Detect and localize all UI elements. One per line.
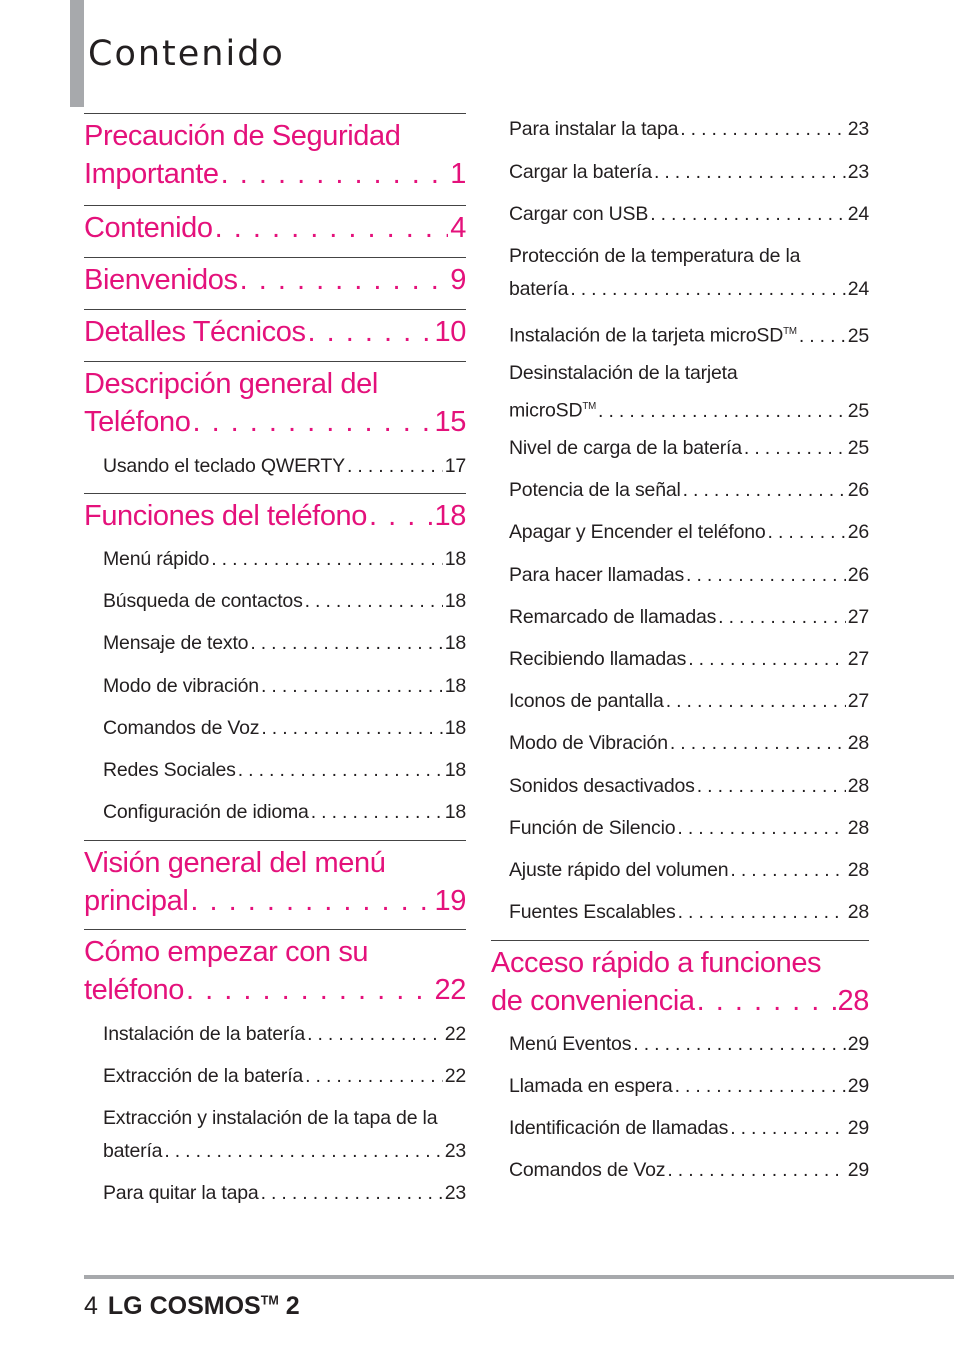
- toc-page-number: 28: [847, 817, 869, 839]
- toc-entry-title-line: Protección de la temperatura de la: [509, 245, 801, 267]
- toc-page-number: 9: [450, 264, 466, 296]
- toc-subsection-entry[interactable]: [491, 474, 869, 507]
- toc-section-entry[interactable]: [84, 205, 466, 247]
- toc-entry-title: [509, 1112, 728, 1145]
- toc-page-number: 18: [444, 801, 466, 823]
- toc-entry-title-text: Iconos de pantalla: [509, 690, 664, 712]
- toc-entry-title: [103, 585, 303, 618]
- toc-page-number: 28: [847, 901, 869, 923]
- toc-entry-title: [509, 601, 716, 634]
- toc-page-number: 25: [847, 399, 869, 422]
- dot-leader: [261, 712, 442, 745]
- toc-page-number: 27: [847, 648, 869, 670]
- toc-page-number: 26: [847, 521, 869, 543]
- toc-page-number: 25: [847, 437, 869, 459]
- toc-subsection-entry[interactable]: [491, 1154, 869, 1187]
- toc-entry-title: [509, 315, 797, 353]
- toc-subsection-entry[interactable]: [84, 670, 466, 703]
- toc-entry-title-line: Visión general del menú: [84, 847, 386, 879]
- toc-entry-title: [491, 982, 695, 1020]
- dot-leader: [799, 320, 846, 353]
- toc-entry-title-text: Ajuste rápido del volumen: [509, 859, 729, 881]
- toc-entry-title-text: Usando el teclado QWERTY: [103, 455, 345, 477]
- toc-entry-row: [509, 273, 869, 306]
- toc-entry-row: [509, 474, 869, 507]
- toc-entry-title-text: Contenido: [84, 212, 213, 244]
- dot-leader: [261, 1177, 443, 1210]
- toc-entry-title: [509, 896, 676, 929]
- toc-page-number: 29: [847, 1117, 869, 1139]
- toc-page-number: 19: [434, 885, 466, 917]
- dot-leader: [215, 209, 449, 247]
- dot-leader: [307, 1018, 443, 1051]
- toc-subsection-entry[interactable]: [84, 450, 466, 483]
- toc-page-number: 29: [847, 1033, 869, 1055]
- toc-page-number: 22: [444, 1065, 466, 1087]
- toc-subsection-entry[interactable]: [491, 643, 869, 676]
- toc-entry-row: [103, 1060, 466, 1093]
- toc-entry-title: [509, 727, 668, 760]
- toc-entry-row: [509, 854, 869, 887]
- toc-entry-title-text: Mensaje de texto: [103, 632, 249, 654]
- dot-leader: [238, 754, 443, 787]
- toc-entry-title-line: Descripción general del: [84, 368, 378, 400]
- toc-entry-title: [103, 670, 259, 703]
- toc-subsection-entry[interactable]: [84, 1060, 466, 1093]
- header-accent-bar: [70, 0, 84, 107]
- dot-leader: [666, 685, 846, 718]
- toc-section-entry[interactable]: [84, 840, 466, 920]
- toc-subsection-entry[interactable]: [491, 198, 869, 231]
- dot-leader: [688, 643, 845, 676]
- dot-leader: [678, 896, 846, 929]
- toc-page-number: 26: [847, 564, 869, 586]
- toc-entry-title-text: Sonidos desactivados: [509, 775, 695, 797]
- toc-entry-title-text: teléfono: [84, 974, 184, 1006]
- toc-entry-title-line: Cómo empezar con su: [84, 936, 369, 968]
- toc-entry-row: [103, 796, 466, 829]
- toc-entry-row: [84, 261, 466, 299]
- toc-page-number: 22: [444, 1023, 466, 1045]
- toc-page-number: 10: [434, 316, 466, 348]
- toc-entry-title-text: Bienvenidos: [84, 264, 238, 296]
- toc-entry-row: [509, 1028, 869, 1061]
- dot-leader: [670, 727, 846, 760]
- toc-subsection-entry[interactable]: [84, 627, 466, 660]
- toc-entry-title-line: Precaución de Seguridad: [84, 120, 401, 152]
- toc-entry-title: [84, 313, 306, 351]
- toc-page-number: 23: [444, 1182, 466, 1204]
- toc-subsection-entry[interactable]: [84, 543, 466, 576]
- toc-entry-title: [84, 882, 188, 920]
- trademark-symbol: TM: [783, 326, 797, 337]
- toc-entry-row: [509, 315, 869, 353]
- dot-leader: [311, 796, 443, 829]
- toc-entry-row: [103, 450, 466, 483]
- toc-entry-title-text: Remarcado de llamadas: [509, 606, 717, 628]
- toc-page-number: 18: [444, 759, 466, 781]
- toc-entry-row: [509, 1154, 869, 1187]
- dot-leader: [570, 273, 845, 306]
- dot-leader: [697, 770, 846, 803]
- toc-entry-title: [509, 854, 728, 887]
- toc-entry-title: [84, 261, 238, 299]
- toc-entry-title: [509, 1154, 665, 1187]
- toc-entry-title: [509, 1028, 631, 1061]
- toc-page-number: 24: [847, 278, 869, 300]
- toc-entry-row: [509, 1112, 869, 1145]
- toc-entry-title-text: Extracción de la batería: [103, 1065, 304, 1087]
- toc-page-number: 18: [444, 632, 466, 654]
- toc-subsection-entry[interactable]: [491, 113, 869, 146]
- page-footer: [84, 1292, 300, 1321]
- toc-section-entry[interactable]: [84, 309, 466, 351]
- toc-entry-row: [509, 685, 869, 718]
- toc-entry-title: [84, 497, 367, 535]
- toc-entry-row: [103, 670, 466, 703]
- toc-entry-title-text: principal: [84, 885, 189, 917]
- toc-page-number: 18: [444, 717, 466, 739]
- toc-entry-title: [509, 1070, 673, 1103]
- dot-leader: [186, 971, 433, 1009]
- toc-entry-title-text: Apagar y Encender el teléfono: [509, 521, 766, 543]
- toc-page-number: 18: [444, 590, 466, 612]
- dot-leader: [164, 1135, 442, 1168]
- toc-subsection-entry[interactable]: [491, 1070, 869, 1103]
- toc-entry-title: [509, 156, 652, 189]
- toc-entry-title-text: de conveniencia: [491, 985, 695, 1017]
- dot-leader: [677, 812, 845, 845]
- footer-brand: [108, 1292, 300, 1320]
- toc-entry-title-text: Cargar con USB: [509, 203, 649, 225]
- toc-entry-title-text: batería: [509, 278, 569, 300]
- toc-entry-title: [509, 113, 678, 146]
- footer-brand-name: LG COSMOS: [107, 1292, 261, 1320]
- toc-page-number: 18: [444, 548, 466, 570]
- dot-leader: [369, 497, 433, 535]
- toc-subsection-entry[interactable]: [84, 1102, 466, 1168]
- dot-leader: [240, 261, 449, 299]
- toc-entry-title-text: Comandos de Voz: [103, 717, 260, 739]
- toc-entry-row: [84, 882, 466, 920]
- toc-entry-title: [509, 812, 675, 845]
- toc-subsection-entry[interactable]: [84, 754, 466, 787]
- toc-entry-row: [103, 712, 466, 745]
- toc-subsection-entry[interactable]: [84, 712, 466, 745]
- toc-page-number: 18: [434, 500, 466, 532]
- toc-subsection-entry[interactable]: [491, 240, 869, 306]
- toc-entry-row: [103, 1135, 466, 1168]
- toc-page-number: 26: [847, 479, 869, 501]
- toc-page-number: 22: [434, 974, 466, 1006]
- toc-entry-title: [103, 754, 236, 787]
- trademark-symbol: TM: [582, 401, 597, 412]
- toc-entry-title-text: Redes Sociales: [103, 759, 236, 781]
- toc-subsection-entry[interactable]: [491, 685, 869, 718]
- toc-entry-row: [509, 896, 869, 929]
- toc-section-entry[interactable]: [84, 493, 466, 535]
- dot-leader: [221, 155, 449, 193]
- toc-entry-title-text: Identificación de llamadas: [509, 1117, 729, 1139]
- toc-entry-title: [509, 516, 766, 549]
- toc-entry-row: [84, 209, 466, 247]
- toc-subsection-entry[interactable]: [491, 1112, 869, 1145]
- toc-page-number: 15: [434, 406, 466, 438]
- toc-subsection-entry[interactable]: [84, 1177, 466, 1210]
- toc-subsection-entry[interactable]: [491, 770, 869, 803]
- toc-entry-row: [103, 585, 466, 618]
- toc-entry-title-text: Modo de vibración: [103, 675, 259, 697]
- toc-page-number: 24: [847, 203, 869, 225]
- toc-entry-row: [84, 313, 466, 351]
- toc-entry-title-text: Fuentes Escalables: [509, 901, 676, 923]
- toc-entry-row: [509, 156, 869, 189]
- toc-entry-title-text: Cargar la batería: [509, 161, 652, 183]
- toc-entry-title-text: Instalación de la batería: [103, 1023, 306, 1045]
- toc-entry-row: [509, 198, 869, 231]
- toc-entry-row: [509, 1070, 869, 1103]
- toc-subsection-entry[interactable]: [84, 796, 466, 829]
- dot-leader: [744, 432, 846, 465]
- toc-entry-title: [509, 273, 568, 306]
- toc-subsection-entry[interactable]: [491, 727, 869, 760]
- dot-leader: [192, 403, 432, 441]
- toc-entry-title: [84, 155, 219, 193]
- footer-rule: [84, 1275, 954, 1279]
- toc-entry-title: [103, 1018, 305, 1051]
- toc-entry-title: [103, 1177, 259, 1210]
- toc-entry-title: [509, 390, 596, 428]
- toc-page-number: 23: [444, 1140, 466, 1162]
- page-title: Contenido: [88, 34, 285, 74]
- toc-subsection-entry[interactable]: [491, 432, 869, 465]
- toc-page-number: 28: [837, 985, 869, 1017]
- toc-entry-title: [84, 209, 213, 247]
- toc-page-number: 23: [847, 161, 869, 183]
- toc-subsection-entry[interactable]: [491, 357, 869, 428]
- toc-entry-title: [509, 643, 686, 676]
- toc-entry-title-text: Búsqueda de contactos: [103, 590, 303, 612]
- toc-entry-row: [103, 1177, 466, 1210]
- toc-entry-title-text: Llamada en espera: [509, 1075, 673, 1097]
- toc-entry-title: [509, 770, 695, 803]
- toc-entry-row: [509, 559, 869, 592]
- dot-leader: [250, 627, 442, 660]
- dot-leader: [654, 156, 846, 189]
- dot-leader: [730, 1112, 846, 1145]
- toc-entry-row: [491, 982, 869, 1020]
- dot-leader: [305, 585, 443, 618]
- toc-entry-row: [103, 543, 466, 576]
- toc-entry-title: [103, 1135, 162, 1168]
- dot-leader: [697, 982, 836, 1020]
- dot-leader: [308, 313, 433, 351]
- toc-entry-row: [509, 770, 869, 803]
- toc-subsection-entry[interactable]: [491, 315, 869, 353]
- dot-leader: [633, 1028, 845, 1061]
- dot-leader: [305, 1060, 443, 1093]
- toc-entry-title-text: Menú Eventos: [509, 1033, 632, 1055]
- dot-leader: [667, 1154, 845, 1187]
- toc-entry-title-text: Instalación de la tarjeta microSD: [509, 324, 784, 347]
- toc-entry-title: [84, 403, 190, 441]
- footer-trademark: TM: [260, 1293, 279, 1308]
- toc-page-number: 28: [847, 775, 869, 797]
- toc-entry-row: [84, 497, 466, 535]
- toc-entry-title: [84, 971, 184, 1009]
- toc-entry-title-text: Teléfono: [84, 406, 191, 438]
- toc-page-number: 27: [847, 606, 869, 628]
- footer-page-number: 4: [84, 1292, 98, 1320]
- toc-entry-title: [509, 685, 664, 718]
- dot-leader: [768, 516, 846, 549]
- toc-entry-row: [84, 971, 466, 1009]
- dot-leader: [683, 474, 846, 507]
- dot-leader: [675, 1070, 846, 1103]
- toc-entry-title-line: Extracción y instalación de la tapa de la: [103, 1107, 438, 1129]
- toc-entry-row: [84, 403, 466, 441]
- dot-leader: [730, 854, 845, 887]
- toc-entry-title-text: Función de Silencio: [509, 817, 676, 839]
- toc-entry-title-line: Desinstalación de la tarjeta: [509, 362, 738, 384]
- dot-leader: [211, 543, 443, 576]
- toc-entry-title-text: Importante: [84, 158, 219, 190]
- dot-leader: [190, 882, 432, 920]
- toc-section-entry[interactable]: [491, 940, 869, 1020]
- toc-entry-title-text: Detalles Técnicos: [84, 316, 306, 348]
- toc-subsection-entry[interactable]: [491, 854, 869, 887]
- dot-leader: [261, 670, 443, 703]
- toc-subsection-entry[interactable]: [491, 601, 869, 634]
- toc-subsection-entry[interactable]: [491, 516, 869, 549]
- toc-entry-title-text: Potencia de la señal: [509, 479, 681, 501]
- toc-entry-row: [509, 516, 869, 549]
- toc-page-number: 29: [847, 1159, 869, 1181]
- toc-entry-title: [103, 627, 248, 660]
- toc-entry-title: [103, 796, 309, 829]
- toc-entry-row: [84, 155, 466, 193]
- dot-leader: [598, 395, 846, 428]
- toc-page-number: 4: [450, 212, 466, 244]
- toc-page-number: 18: [444, 675, 466, 697]
- toc-entry-title: [509, 432, 742, 465]
- toc-entry-row: [103, 1018, 466, 1051]
- toc-entry-title-text: microSD: [509, 399, 583, 422]
- dot-leader: [650, 198, 846, 231]
- toc-entry-title-text: Para instalar la tapa: [509, 118, 679, 140]
- toc-entry-title-text: Configuración de idioma: [103, 801, 309, 823]
- toc-subsection-entry[interactable]: [84, 585, 466, 618]
- toc-entry-row: [509, 390, 869, 428]
- toc-subsection-entry[interactable]: [491, 156, 869, 189]
- toc-entry-row: [509, 812, 869, 845]
- toc-entry-row: [103, 627, 466, 660]
- toc-entry-title-line: Acceso rápido a funciones: [491, 947, 822, 979]
- dot-leader: [347, 450, 443, 483]
- toc-entry-title-text: batería: [103, 1140, 163, 1162]
- toc-page-number: 27: [847, 690, 869, 712]
- toc-subsection-entry[interactable]: [84, 1018, 466, 1051]
- toc-page-number: 28: [847, 732, 869, 754]
- toc-section-entry[interactable]: [84, 257, 466, 299]
- toc-section-entry[interactable]: [84, 361, 466, 441]
- toc-section-entry[interactable]: [84, 929, 466, 1009]
- toc-entry-title-text: Menú rápido: [103, 548, 210, 570]
- toc-entry-title-text: Nivel de carga de la batería: [509, 437, 742, 459]
- toc-subsection-entry[interactable]: [491, 559, 869, 592]
- toc-entry-row: [509, 727, 869, 760]
- toc-entry-title: [103, 450, 345, 483]
- toc-entry-row: [509, 601, 869, 634]
- toc-entry-row: [509, 113, 869, 146]
- toc-entry-title-text: Funciones del teléfono: [84, 500, 368, 532]
- toc-subsection-entry[interactable]: [491, 812, 869, 845]
- toc-page-number: 29: [847, 1075, 869, 1097]
- toc-page-number: 25: [847, 324, 869, 347]
- footer-model: 2: [285, 1292, 300, 1320]
- toc-entry-title: [103, 1060, 303, 1093]
- toc-page-number: 17: [444, 455, 466, 477]
- toc-entry-title-text: Comandos de Voz: [509, 1159, 666, 1181]
- toc-subsection-entry[interactable]: [491, 896, 869, 929]
- toc-entry-row: [509, 643, 869, 676]
- dot-leader: [680, 113, 845, 146]
- toc-page-number: 23: [847, 118, 869, 140]
- toc-section-entry[interactable]: [84, 113, 466, 193]
- toc-subsection-entry[interactable]: [491, 1028, 869, 1061]
- dot-leader: [686, 559, 846, 592]
- dot-leader: [718, 601, 846, 634]
- toc-page-number: 1: [450, 158, 466, 190]
- toc-entry-title: [509, 474, 681, 507]
- toc-entry-title-text: Para hacer llamadas: [509, 564, 685, 586]
- toc-entry-title-text: Recibiendo llamadas: [509, 648, 687, 670]
- toc-entry-row: [103, 754, 466, 787]
- toc-entry-row: [509, 432, 869, 465]
- toc-entry-title: [103, 543, 209, 576]
- toc-entry-title: [509, 198, 648, 231]
- toc-page-number: 28: [847, 859, 869, 881]
- toc-entry-title: [509, 559, 684, 592]
- toc-entry-title-text: Modo de Vibración: [509, 732, 668, 754]
- toc-entry-title-text: Para quitar la tapa: [103, 1182, 259, 1204]
- toc-entry-title: [103, 712, 259, 745]
